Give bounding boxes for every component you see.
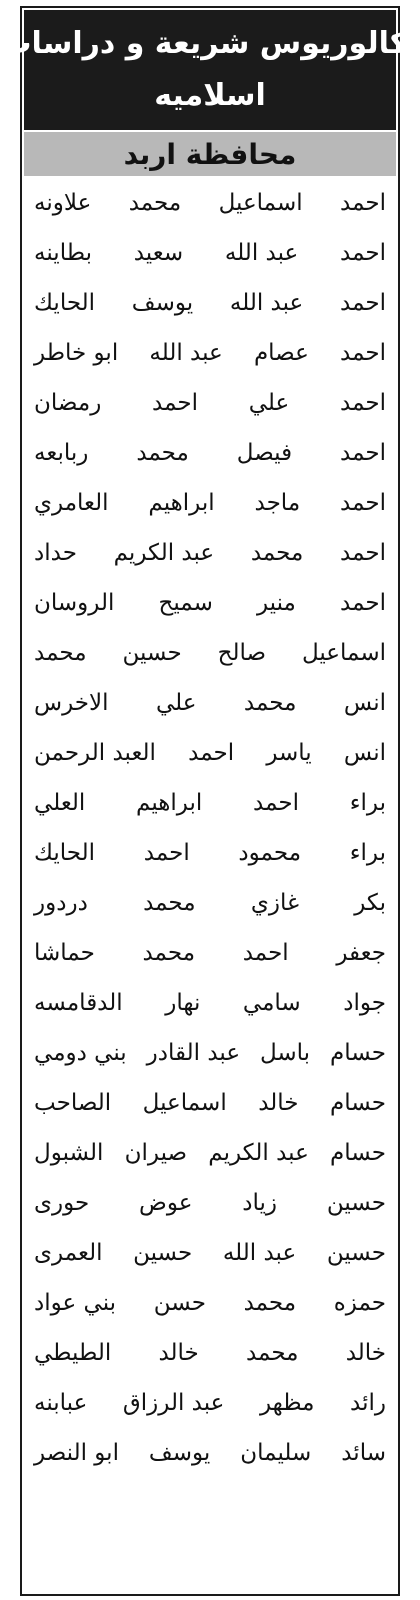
name-part: صيران	[124, 1140, 188, 1166]
name-part: علاونه	[34, 190, 92, 216]
name-part: محمد	[245, 1340, 299, 1366]
name-part: عبد القادر	[146, 1040, 241, 1066]
name-part: محمد	[128, 190, 182, 216]
name-part: بني دومي	[34, 1040, 127, 1066]
name-part: سليمان	[240, 1440, 312, 1466]
name-part: حسام	[330, 1090, 386, 1116]
name-part: زياد	[242, 1190, 278, 1216]
name-part: الدقامسه	[34, 990, 123, 1016]
name-part: عبابنه	[34, 1390, 88, 1416]
name-part: عبد الله	[229, 290, 304, 316]
list-item	[34, 528, 386, 578]
name-part: حسن	[153, 1290, 206, 1316]
name-part: العلي	[34, 790, 86, 816]
name-part: احمد	[340, 190, 386, 216]
name-part: محمد	[243, 1290, 297, 1316]
name-part: ابو النصر	[34, 1440, 119, 1466]
title-line-2: اسلاميه	[154, 78, 266, 113]
list-item	[34, 228, 386, 278]
name-part: احمد	[340, 390, 386, 416]
name-part: حسين	[326, 1190, 386, 1216]
name-part: براء	[349, 840, 386, 866]
name-part: احمد	[152, 390, 199, 416]
name-part: خالد	[158, 1340, 199, 1366]
name-part: محمد	[136, 440, 189, 466]
name-part: احمد	[188, 740, 235, 766]
name-part: غازي	[250, 890, 299, 916]
name-part: الصاحب	[34, 1090, 112, 1116]
name-part: حسين	[133, 1240, 193, 1266]
name-part: سعيد	[133, 240, 184, 266]
name-part: سائد	[341, 1440, 386, 1466]
list-item	[34, 728, 386, 778]
name-part: عبد الرزاق	[122, 1390, 225, 1416]
name-part: خالد	[345, 1340, 386, 1366]
announcement-frame	[1, 6, 419, 1596]
name-part: محمد	[250, 540, 304, 566]
name-part: فيصل	[236, 440, 293, 466]
name-part: ابراهيم	[136, 790, 203, 816]
list-item	[34, 1028, 386, 1078]
name-part: نهار	[165, 990, 201, 1016]
name-part: بني عواد	[34, 1290, 117, 1316]
governorate-label: محافظة اربد	[123, 137, 297, 171]
name-part: براء	[349, 790, 386, 816]
name-part: حماشا	[34, 940, 95, 966]
name-part: الاخرس	[34, 690, 109, 716]
list-item	[34, 278, 386, 328]
list-item	[34, 578, 386, 628]
list-item	[34, 1228, 386, 1278]
name-part: عوض	[139, 1190, 193, 1216]
name-part: مظهر	[259, 1390, 315, 1416]
list-item	[34, 1328, 386, 1378]
name-part: حسام	[330, 1040, 386, 1066]
name-part: العبد الرحمن	[34, 740, 156, 766]
name-part: احمد	[340, 590, 386, 616]
name-part: احمد	[340, 440, 386, 466]
list-item	[34, 1128, 386, 1178]
list-item	[34, 328, 386, 378]
name-part: ماجد	[254, 490, 301, 516]
name-part: بكر	[354, 890, 386, 916]
list-item	[34, 1428, 386, 1478]
name-part: الحايك	[34, 840, 96, 866]
name-part: محمود	[238, 840, 302, 866]
name-part: عبد الله	[222, 1240, 297, 1266]
name-part: اسماعيل	[301, 640, 386, 666]
name-part: ابو خاطر	[34, 340, 119, 366]
name-part: الشبول	[34, 1140, 104, 1166]
list-item	[34, 428, 386, 478]
name-part: انس	[343, 690, 386, 716]
name-part: احمد	[340, 540, 386, 566]
name-part: الطيطي	[34, 1340, 112, 1366]
list-item	[34, 478, 386, 528]
list-item	[34, 1378, 386, 1428]
name-part: احمد	[340, 290, 386, 316]
name-part: حمزه	[333, 1290, 386, 1316]
name-part: احمد	[253, 790, 299, 816]
name-part: احمد	[242, 940, 289, 966]
name-part: يوسف	[148, 1440, 211, 1466]
name-part: عبد الله	[224, 240, 299, 266]
name-part: سميح	[158, 590, 213, 616]
name-part: الحايك	[34, 290, 96, 316]
list-item	[34, 628, 386, 678]
name-part: حسين	[122, 640, 182, 666]
name-part: عبد الله	[149, 340, 223, 366]
name-part: خالد	[258, 1090, 299, 1116]
list-item	[34, 378, 386, 428]
name-part: احمد	[340, 240, 386, 266]
name-part: علي	[155, 690, 197, 716]
name-part: محمد	[243, 690, 297, 716]
name-part: يوسف	[131, 290, 194, 316]
name-part: محمد	[34, 640, 87, 666]
list-item	[34, 928, 386, 978]
name-part: محمد	[143, 890, 196, 916]
name-part: العامري	[34, 490, 109, 516]
name-part: منير	[256, 590, 296, 616]
name-part: سامي	[242, 990, 301, 1016]
name-part: احمد	[340, 340, 386, 366]
name-part: حداد	[34, 540, 77, 566]
title-banner	[1, 10, 419, 130]
names-list	[34, 178, 386, 1478]
list-item	[34, 778, 386, 828]
name-part: جواد	[343, 990, 386, 1016]
name-part: علي	[248, 390, 290, 416]
name-part: احمد	[143, 840, 190, 866]
name-part: باسل	[259, 1040, 311, 1066]
name-part: حسين	[326, 1240, 386, 1266]
name-part: انس	[343, 740, 386, 766]
name-part: عبد الكريم	[113, 540, 215, 566]
name-part: ياسر	[266, 740, 312, 766]
name-part: الروسان	[34, 590, 115, 616]
list-item	[34, 678, 386, 728]
list-item	[34, 1078, 386, 1128]
name-part: احمد	[340, 490, 386, 516]
name-part: عبد الكريم	[208, 1140, 309, 1166]
name-part: رائد	[350, 1390, 386, 1416]
name-part: ابراهيم	[148, 490, 215, 516]
name-part: جعفر	[336, 940, 386, 966]
list-item	[34, 828, 386, 878]
list-item	[34, 1178, 386, 1228]
name-part: بطاينه	[34, 240, 92, 266]
name-part: حورى	[34, 1190, 90, 1216]
name-part: اسماعيل	[218, 190, 303, 216]
list-item	[34, 178, 386, 228]
name-part: محمد	[142, 940, 196, 966]
name-part: حسام	[330, 1140, 386, 1166]
name-part: عصام	[253, 340, 309, 366]
title-line-1: بكالوريوس شريعة و دراسات	[1, 26, 419, 61]
name-part: دردور	[34, 890, 88, 916]
list-item	[34, 978, 386, 1028]
list-item	[34, 878, 386, 928]
name-part: العمرى	[34, 1240, 103, 1266]
name-part: رمضان	[34, 390, 102, 416]
name-part: ربابعه	[34, 440, 89, 466]
name-part: اسماعيل	[142, 1090, 227, 1116]
governorate-banner	[24, 132, 396, 176]
name-part: صالح	[217, 640, 267, 666]
list-item	[34, 1278, 386, 1328]
